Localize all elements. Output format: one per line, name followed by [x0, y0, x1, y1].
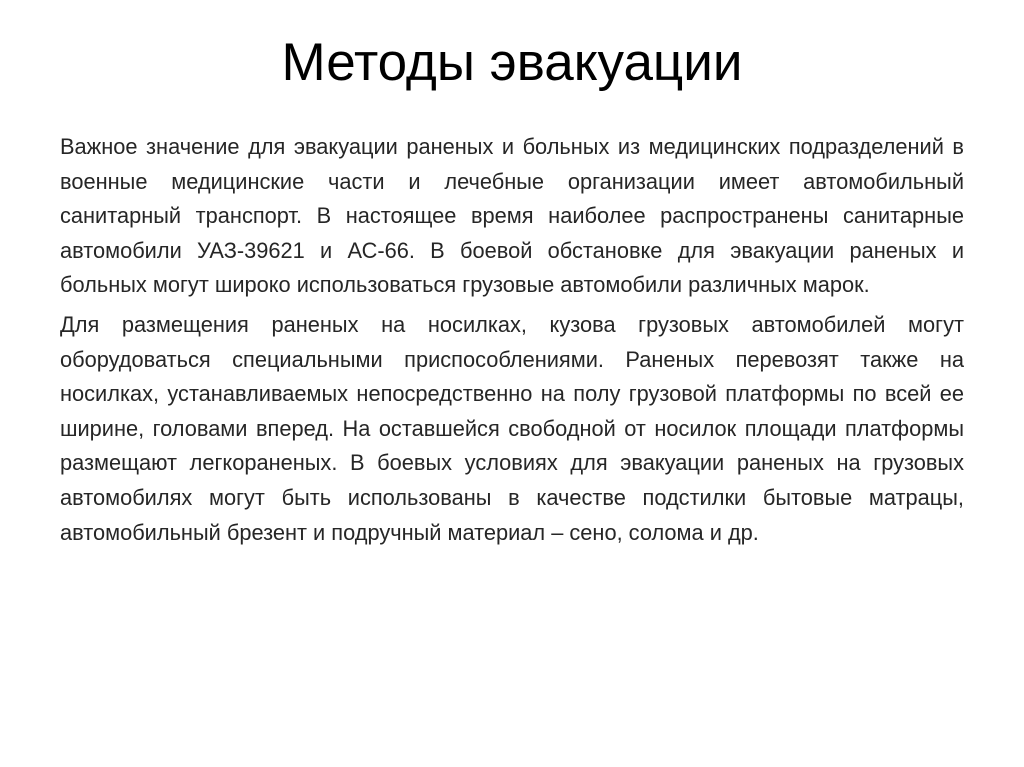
slide-title: Методы эвакуации [281, 33, 743, 92]
body-paragraph-2: Для размещения раненых на носилках, кузова грузовых автомобилей могут оборудоваться специальными приспособлениями. Раненых перевозят также на носилках, устанавливаемых непосредственно на полу грузовой платформы по всей ее ширине, головами вперед. На оставшейся свободной от носилок площади платформы размещают легкораненых. В боевых условиях для эвакуации раненых на грузовых автомобилях могут быть использованы в качестве подстилки бытовые матрацы, автомобильный брезент и подручный материал – сено, солома и др. [60, 311, 964, 545]
body-paragraph-1: Важное значение для эвакуации раненых и больных из медицинских подразделений в военные медицинские части и лечебные организации имеет автомобильный санитарный транспорт. В настоящее время наиболее распространены санитарные автомобили УАЗ-39621 и АС-66. В боевой обстановке для эвакуации раненых и больных могут широко использоваться грузовые автомобили различных марок. [60, 134, 964, 298]
slide-body [60, 130, 964, 555]
